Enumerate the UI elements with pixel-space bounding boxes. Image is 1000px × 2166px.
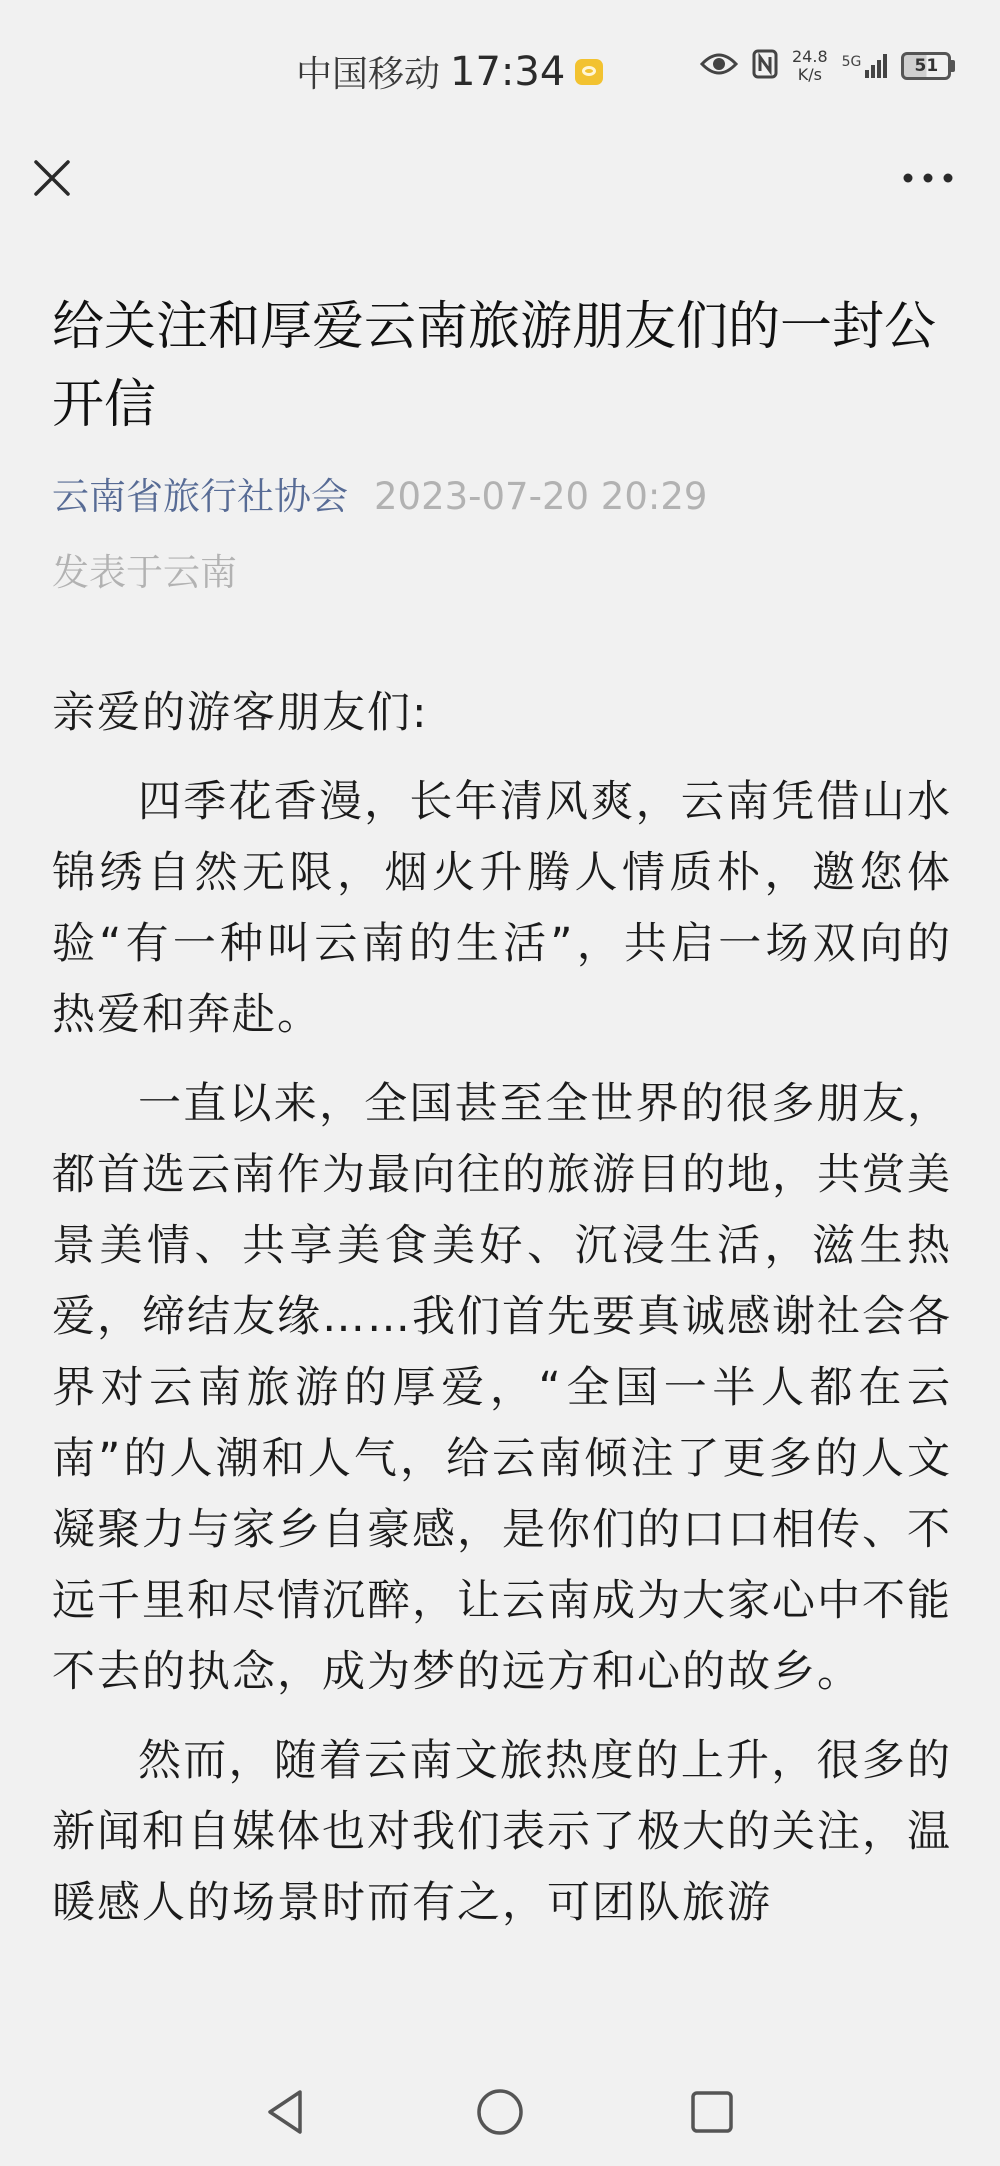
paragraph: 四季花香漫，长年清风爽，云南凭借山水锦绣自然无限，烟火升腾人情质朴，邀您体验“有一种叫云南的生活”，共启一场双向的热爱和奔赴。 [52, 777, 952, 1040]
back-triangle-icon [256, 2082, 316, 2142]
home-button[interactable] [470, 2082, 530, 2142]
article-title: 给关注和厚爱云南旅游朋友们的一封公开信 [52, 297, 937, 435]
speed-value: 24.8 [792, 47, 828, 66]
system-nav-bar [0, 2060, 1000, 2166]
publish-location: 发表于云南 [52, 551, 237, 594]
clock: 17:34 [450, 48, 566, 95]
status-left [296, 46, 603, 97]
nfc-icon [752, 49, 778, 83]
close-icon [28, 154, 76, 202]
more-icon [900, 154, 956, 202]
network-type: 5G [841, 54, 862, 70]
speed-unit: K/s [797, 65, 822, 84]
message-icon [575, 59, 603, 85]
status-right [700, 48, 955, 84]
signal-icon [842, 54, 888, 78]
publish-date: 2023-07-20 20:29 [374, 475, 708, 518]
author-link[interactable]: 云南省旅行社协会 [52, 475, 348, 518]
recents-button[interactable] [682, 2082, 742, 2142]
article-content[interactable] [52, 678, 952, 1939]
more-button[interactable] [900, 154, 956, 202]
paragraph: 然而，随着云南文旅热度的上升，很多的新闻和自媒体也对我们表示了极大的关注，温暖感人的场景时而有之，可团队旅游 [52, 1736, 952, 1928]
network-speed [792, 48, 828, 84]
battery-icon [901, 52, 955, 80]
back-button[interactable] [256, 2082, 316, 2142]
recents-square-icon [682, 2082, 742, 2142]
close-button[interactable] [28, 154, 76, 202]
status-bar [0, 0, 1000, 140]
carrier-label: 中国移动 [296, 54, 441, 95]
top-nav-bar [0, 140, 1000, 220]
paragraph: 一直以来，全国甚至全世界的很多朋友，都首选云南作为最向往的旅游目的地，共赏美景美情、共享美食美好、沉浸生活，滋生热爱，缔结友缘……我们首先要真诚感谢社会各界对云南旅游的厚爱，“全国一半人都在云南”的人潮和人气，给云南倾注了更多的人文凝聚力与家乡自豪感，是你们的口口相传、不远千里和尽情沉醉，让云南成为大家心中不能不去的执念，成为梦的远方和心的故乡。 [52, 1079, 952, 1697]
greeting: 亲爱的游客朋友们: [52, 688, 429, 738]
home-circle-icon [470, 2082, 530, 2142]
eye-icon [700, 51, 738, 81]
battery-level: 51 [901, 52, 951, 80]
article [52, 288, 952, 1957]
article-meta [52, 472, 952, 522]
